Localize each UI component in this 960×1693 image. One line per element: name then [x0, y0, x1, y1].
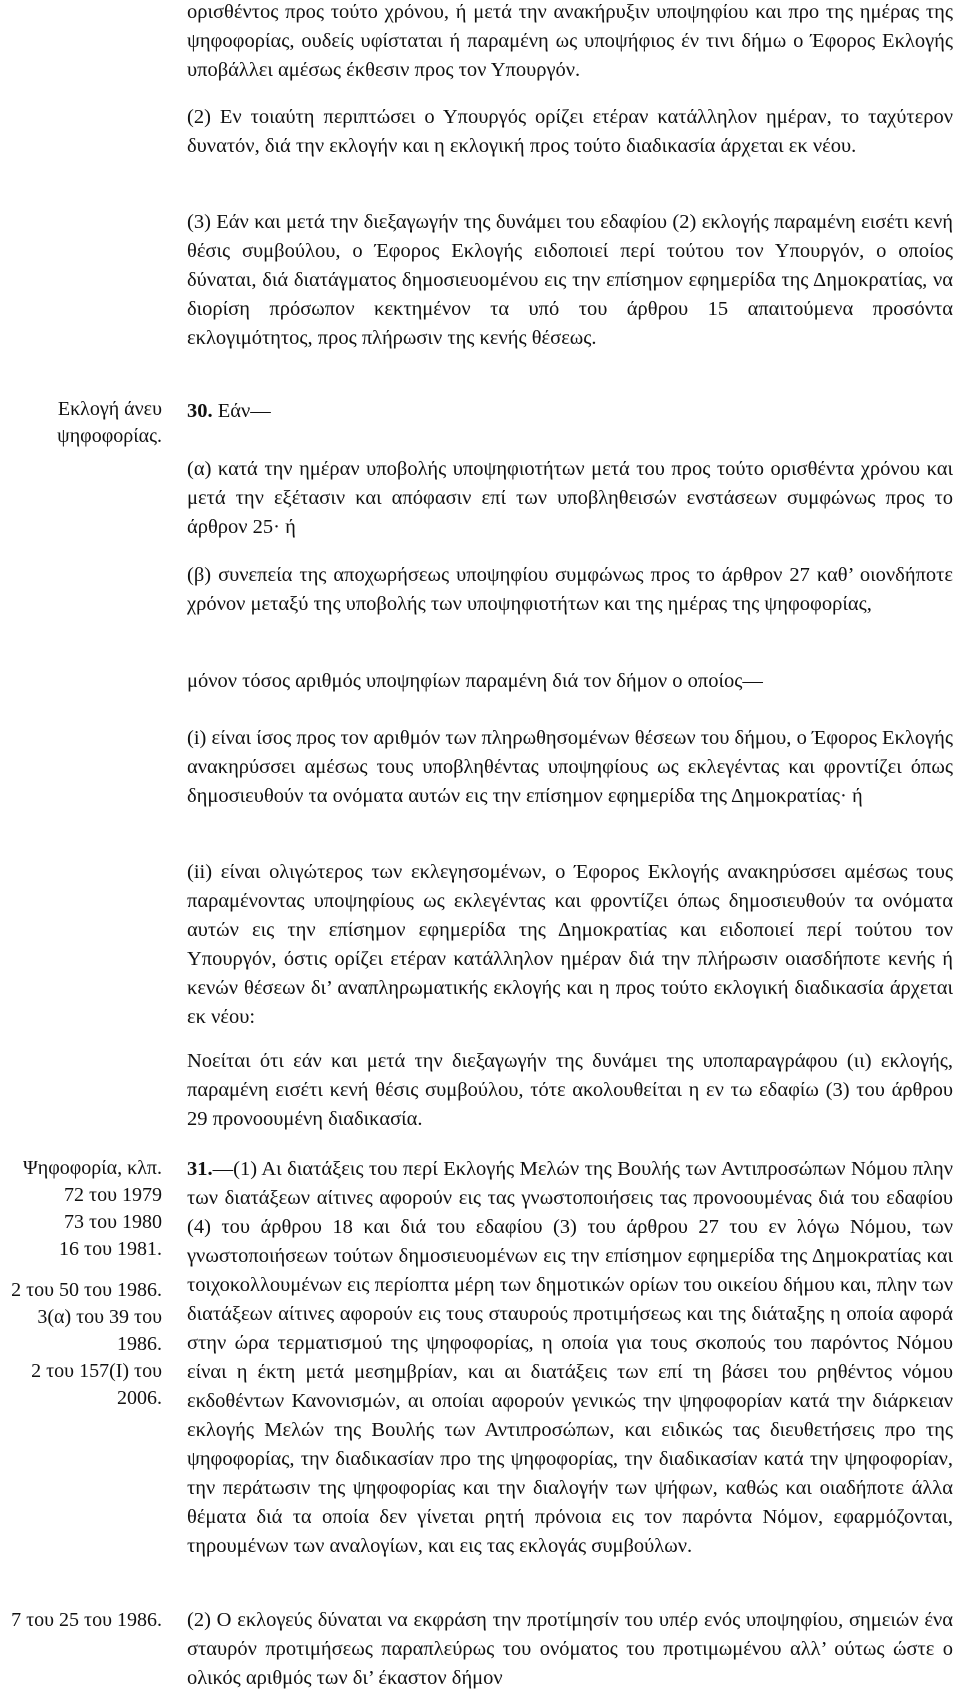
margin-note-section-31	[11, 1155, 162, 1412]
margin-note-line: 16 του 1981.	[59, 1238, 162, 1260]
margin-note-line: 2 του 157(Ι) του	[31, 1360, 162, 1382]
margin-note-line: ψηφοφορίας.	[57, 425, 162, 447]
margin-note-line: 2006.	[117, 1387, 162, 1409]
main-text-column-29-3	[187, 208, 953, 353]
margin-note-section-31-2	[11, 1607, 162, 1634]
section-31-paragraph-1	[187, 1155, 953, 1561]
margin-note-line: 1986.	[117, 1333, 162, 1355]
section-30-item-a	[187, 455, 953, 542]
margin-note-line: 7 του 25 του 1986.	[11, 1609, 162, 1631]
section-30-only-text	[187, 667, 953, 696]
paragraph-29-3: (3) Εάν και μετά την διεξαγωγήν της δυνάμει του εδαφίου (2) εκλογής παραμένη εισέτι κενή θέσις συμβούλου, ο Έφορος Εκλογής ειδοποιεί περί τούτου τον Υπουργόν, ο οποίος δύναται, διά διατάγματος δημοσιευομένου εις την επίσημον εφημερίδα της Δημοκρατίας, να διορίση πρόσωπον κεκτημένον τα υπό του άρθρου 15 απαιτούμενα προσόντα εκλογιμότητος, προς πλήρωσιν της κενής θέσεως.	[187, 211, 953, 349]
margin-note-line	[11, 1263, 162, 1277]
margin-note-line: Εκλογή άνευ	[57, 398, 162, 420]
item-a-text: (α) κατά την ημέραν υποβολής υποψηφιοτήτων μετά του προς τούτο ορισθέντα χρόνου και μετά την εξέτασιν και απόφασιν επί των υποβληθεισών ενστάσεων συμφώνως προς το άρθρον 25· ή	[187, 458, 953, 538]
section-30-item-i	[187, 724, 953, 811]
section-31-text: —(1) Αι διατάξεις του περί Εκλογής Μελών της Βουλής των Αντιπροσώπων Νόμου πλην των διατάξεων αίτινες αφορούν εις τας γνωστοποιήσεις τας προνοουμένας διά του εδαφίου (4) του άρθρου 18 και διά του εδαφίου (3) του άρθρου 27 του εν λόγω Νόμου, των γνωστοποιήσεων τούτων δημοσιευομένων εις την επίσημον εφημερίδα της Δημοκρατίας και τοιχοκολλουμένων εις περίοπτα μέρη των δημοτικών ορίων του οικείου δήμου και, πλην των διατάξεων αίτινες αφορούν εις τους σταυρούς προτιμήσεως και της διάταξης η οποία αφορά στην ώρα τερματισμού της ψηφοφορίας, η οποία για τους σκοπούς του παρόντος Νόμου είναι η έκτη μετά μεσημβρίαν, και αι διατάξεις των επί τη βάσει του ρηθέντος νόμου εκδοθέντων Κανονισμών, αι οποίαι αφορούν γενικώς την ψηφοφορίαν κατά την διάρκειαν εκλογής Μελών της Βουλής των Αντιπροσώπων, και ειδικώς τας διευθετήσεις προ της ψηφοφορίας, την διαδικασίαν προ της ψηφοφορίας, την διαδικασίαν κατά την ψηφοφορίαν, την περάτωσιν της ψηφοφορίας και την διαλογήν των ψήφων, καθώς και οιαδήποτε άλλα θέματα διά τα οποία δεν γίνεται ρητή πρόνοια εις τον παρόντα Νόμον, εφαρμόζονται, τηρουμένων των αναλογίων, και εις τας εκλογάς συμβούλων.	[187, 1158, 953, 1557]
paragraph-29-2: (2) Εν τοιαύτη περιπτώσει ο Υπουργός ορίζει ετέραν κατάλληλον ημέραν, το ταχύτερον δυνατόν, διά την εκλογήν και η εκλογική προς τούτο διαδικασία άρχεται εκ νέου.	[187, 106, 953, 157]
section-number: 31.	[187, 1158, 213, 1180]
margin-note-line: 73 του 1980	[64, 1211, 162, 1233]
item-ii-text: (ii) είναι ολιγώτερος των εκλεγησομένων, ο Έφορος Εκλογής ανακηρύσσει αμέσως τους παραμένοντας υποψηφίους ως εκλεγέντας και φροντίζει όπως δημοσιευθούν τα ονόματα αυτών εις την επίσημον εφημερίδα της Δημοκρατίας και ειδοποιεί περί τούτου τον Υπουργόν, όστις ορίζει ετέραν κατάλληλον ημέραν διά την πλήρωσιν οιασδήποτε κενής ή κενών θέσεων δι’ αναπληρωματικής εκλογής και η προς τούτο εκλογική διαδικασία άρχεται εκ νέου:	[187, 861, 953, 1028]
main-text-column-29-2	[187, 103, 953, 161]
section-30-item-b	[187, 561, 953, 619]
continuation-paragraph: ορισθέντος προς τούτο χρόνου, ή μετά την ανακήρυξιν υποψηφίου και προ της ημέρας της ψηφοφορίας, ουδείς υφίσταται ή παραμένη ως υποψήφιος έν τινι δήμω ο Έφορος Εκλογής υποβάλλει αμέσως έκθεσιν προς τον Υπουργόν.	[187, 1, 953, 81]
only-text: μόνον τόσος αριθμός υποψηφίων παραμένη διά τον δήμον ο οποίος—	[187, 670, 763, 692]
section-30-item-ii	[187, 858, 953, 1032]
section-31-paragraph-2	[187, 1606, 953, 1693]
item-b-text: (β) συνεπεία της αποχωρήσεως υποψηφίου συμφώνως προς το άρθρον 27 καθ’ οιονδήποτε χρόνον μεταξύ της υποβολής των υποψηφιοτήτων και της ημέρας της ψηφοφορίας,	[187, 564, 953, 615]
margin-note-section-30	[57, 396, 162, 450]
margin-note-line: Ψηφοφορία, κλπ.	[22, 1157, 162, 1179]
main-text-column	[187, 0, 953, 85]
margin-note-line: 3(α) του 39 του	[37, 1306, 162, 1328]
section-30-proviso	[187, 1047, 953, 1134]
section-number: 30.	[187, 400, 213, 422]
margin-note-line: 2 του 50 του 1986.	[11, 1279, 162, 1301]
section-lead: Εάν—	[217, 400, 271, 422]
section-31-2-text: (2) Ο εκλογεύς δύναται να εκφράση την προτίμησίν του υπέρ ενός υποψηφίου, σημειών ένα σταυρόν προτιμήσεως παραπλεύρως του ονόματος του προτιμωμένου αλλ’ ούτως ώστε ο ολικός αριθμός των δι’ έκαστον δήμον	[187, 1609, 953, 1689]
margin-note-line: 72 του 1979	[64, 1184, 162, 1206]
proviso-text: Νοείται ότι εάν και μετά την διεξαγωγήν της δυνάμει της υποπαραγράφου (ιι) εκλογής, παραμένη εισέτι κενή θέσις συμβούλου, τότε ακολουθείται η εν τω εδαφίω (3) του άρθρου 29 προνοουμένη διαδικασία.	[187, 1050, 953, 1130]
section-30-heading	[187, 397, 953, 426]
item-i-text: (i) είναι ίσος προς τον αριθμόν των πληρωθησομένων θέσεων του δήμου, ο Έφορος Εκλογής ανακηρύσσει αμέσως τους υποβληθέντας υποψηφίους ως εκλεγέντας και φροντίζει όπως δημοσιευθούν τα ονόματα αυτών εις την επίσημον εφημερίδα της Δημοκρατίας· ή	[187, 727, 953, 807]
